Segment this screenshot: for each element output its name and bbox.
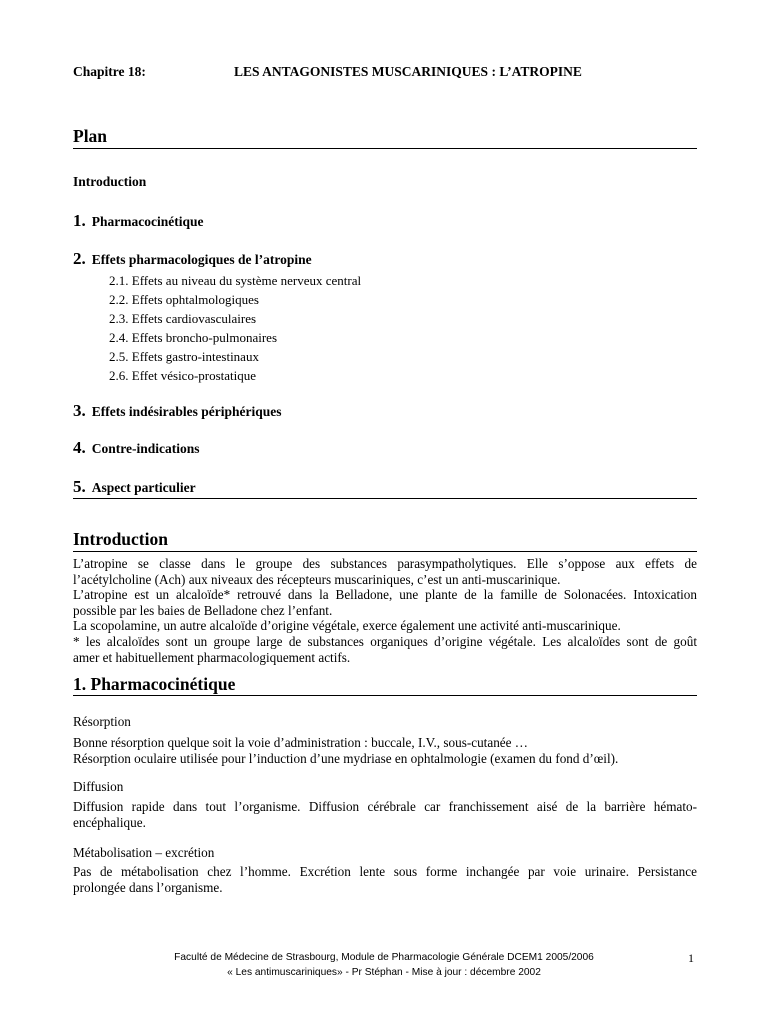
pharmacocinetique-rule: [73, 695, 697, 696]
plan-subitem: 2.1. Effets au niveau du système nerveux central: [109, 273, 362, 288]
text-line: Pas de métabolisation chez l’homme. Excrétion lente sous forme inchangée par voie urinaire. Persistance: [73, 864, 697, 879]
plan-item-introduction: Introduction: [73, 174, 147, 189]
text-line: l’acétylcholine (Ach) aux niveaux des récepteurs muscariniques, c’est un anti-muscarinique.: [73, 571, 561, 587]
plan-rule: [73, 148, 697, 149]
text-line: L’atropine se classe dans le groupe des substances parasympatholytiques. Elle s’oppose aux effets de: [73, 556, 697, 571]
plan-item-label: Contre-indications: [91, 441, 200, 456]
plan-item-1: [73, 211, 203, 231]
text-line: encéphalique.: [73, 814, 146, 830]
introduction-heading: Introduction: [73, 529, 168, 549]
introduction-rule: [73, 551, 697, 552]
footer-line-2: « Les antimuscariniques» - Pr Stéphan - Mise à jour : décembre 2002: [227, 967, 541, 978]
chapter-title: LES ANTAGONISTES MUSCARINIQUES : L’ATROPINE: [234, 64, 582, 79]
plan-item-5: [73, 477, 196, 497]
introduction-paragraph: [73, 556, 697, 665]
plan-subitem: 2.6. Effet vésico-prostatique: [109, 368, 257, 383]
resorption-paragraph: [73, 735, 697, 766]
text-line: Diffusion rapide dans tout l’organisme. Diffusion cérébrale car franchissement aisé de la barrière hémato-: [73, 799, 697, 814]
plan-item-4: [73, 438, 200, 458]
metabolisation-paragraph: [73, 864, 697, 895]
plan-item-number: 3.: [73, 401, 86, 420]
text-line: amer et habituellement pharmacologiquement actifs.: [73, 649, 351, 665]
plan-item-label: Effets indésirables périphériques: [91, 404, 282, 419]
plan-item-3: [73, 401, 282, 421]
plan-subitem: 2.2. Effets ophtalmologiques: [109, 292, 259, 307]
plan-heading: Plan: [73, 126, 108, 146]
plan-item-number: 2.: [73, 249, 86, 268]
chapter-number: Chapitre 18:: [73, 64, 146, 79]
plan-subitem: 2.3. Effets cardiovasculaires: [109, 311, 257, 326]
plan-item-number: 4.: [73, 438, 86, 457]
metabolisation-label: Métabolisation – excrétion: [73, 845, 215, 860]
text-line: Bonne résorption quelque soit la voie d’administration : buccale, I.V., sous-cutanée …: [73, 735, 528, 750]
plan-item-label: Pharmacocinétique: [91, 214, 204, 229]
diffusion-paragraph: [73, 799, 697, 830]
text-line: L’atropine est un alcaloïde* retrouvé dans la Belladone, une plante de la famille de Solonacées. Intoxication: [73, 587, 697, 603]
text-line: possible par les baies de Belladone chez l’enfant.: [73, 602, 333, 618]
pharmacocinetique-heading: 1. Pharmacocinétique: [73, 674, 236, 694]
text-line: La scopolamine, un autre alcaloïde d’origine végétale, exerce également une activité anti-muscarinique.: [73, 618, 621, 634]
text-line: prolongée dans l’organisme.: [73, 879, 223, 895]
diffusion-label: Diffusion: [73, 779, 124, 794]
footer-line-1: Faculté de Médecine de Strasbourg, Module de Pharmacologie Générale DCEM1 2005/2006: [174, 952, 594, 963]
plan-item-label: Aspect particulier: [91, 480, 196, 495]
plan-item-number: 1.: [73, 211, 86, 230]
page-number: 1: [688, 951, 694, 965]
plan-item-number: 5.: [73, 477, 86, 496]
plan-end-rule: [73, 498, 697, 499]
text-line: * les alcaloïdes sont un groupe large de substances organiques d’origine végétale. Les alcaloïdes sont de goût: [73, 633, 697, 649]
plan-subitem: 2.5. Effets gastro-intestinaux: [109, 349, 259, 364]
plan-item-2: [73, 249, 312, 269]
text-line: Résorption oculaire utilisée pour l’induction d’une mydriase en ophtalmologie (examen du fond d’œil).: [73, 750, 619, 766]
plan-item-label: Effets pharmacologiques de l’atropine: [91, 252, 312, 267]
plan-subitem: 2.4. Effets broncho-pulmonaires: [109, 330, 277, 345]
resorption-label: Résorption: [73, 714, 131, 729]
